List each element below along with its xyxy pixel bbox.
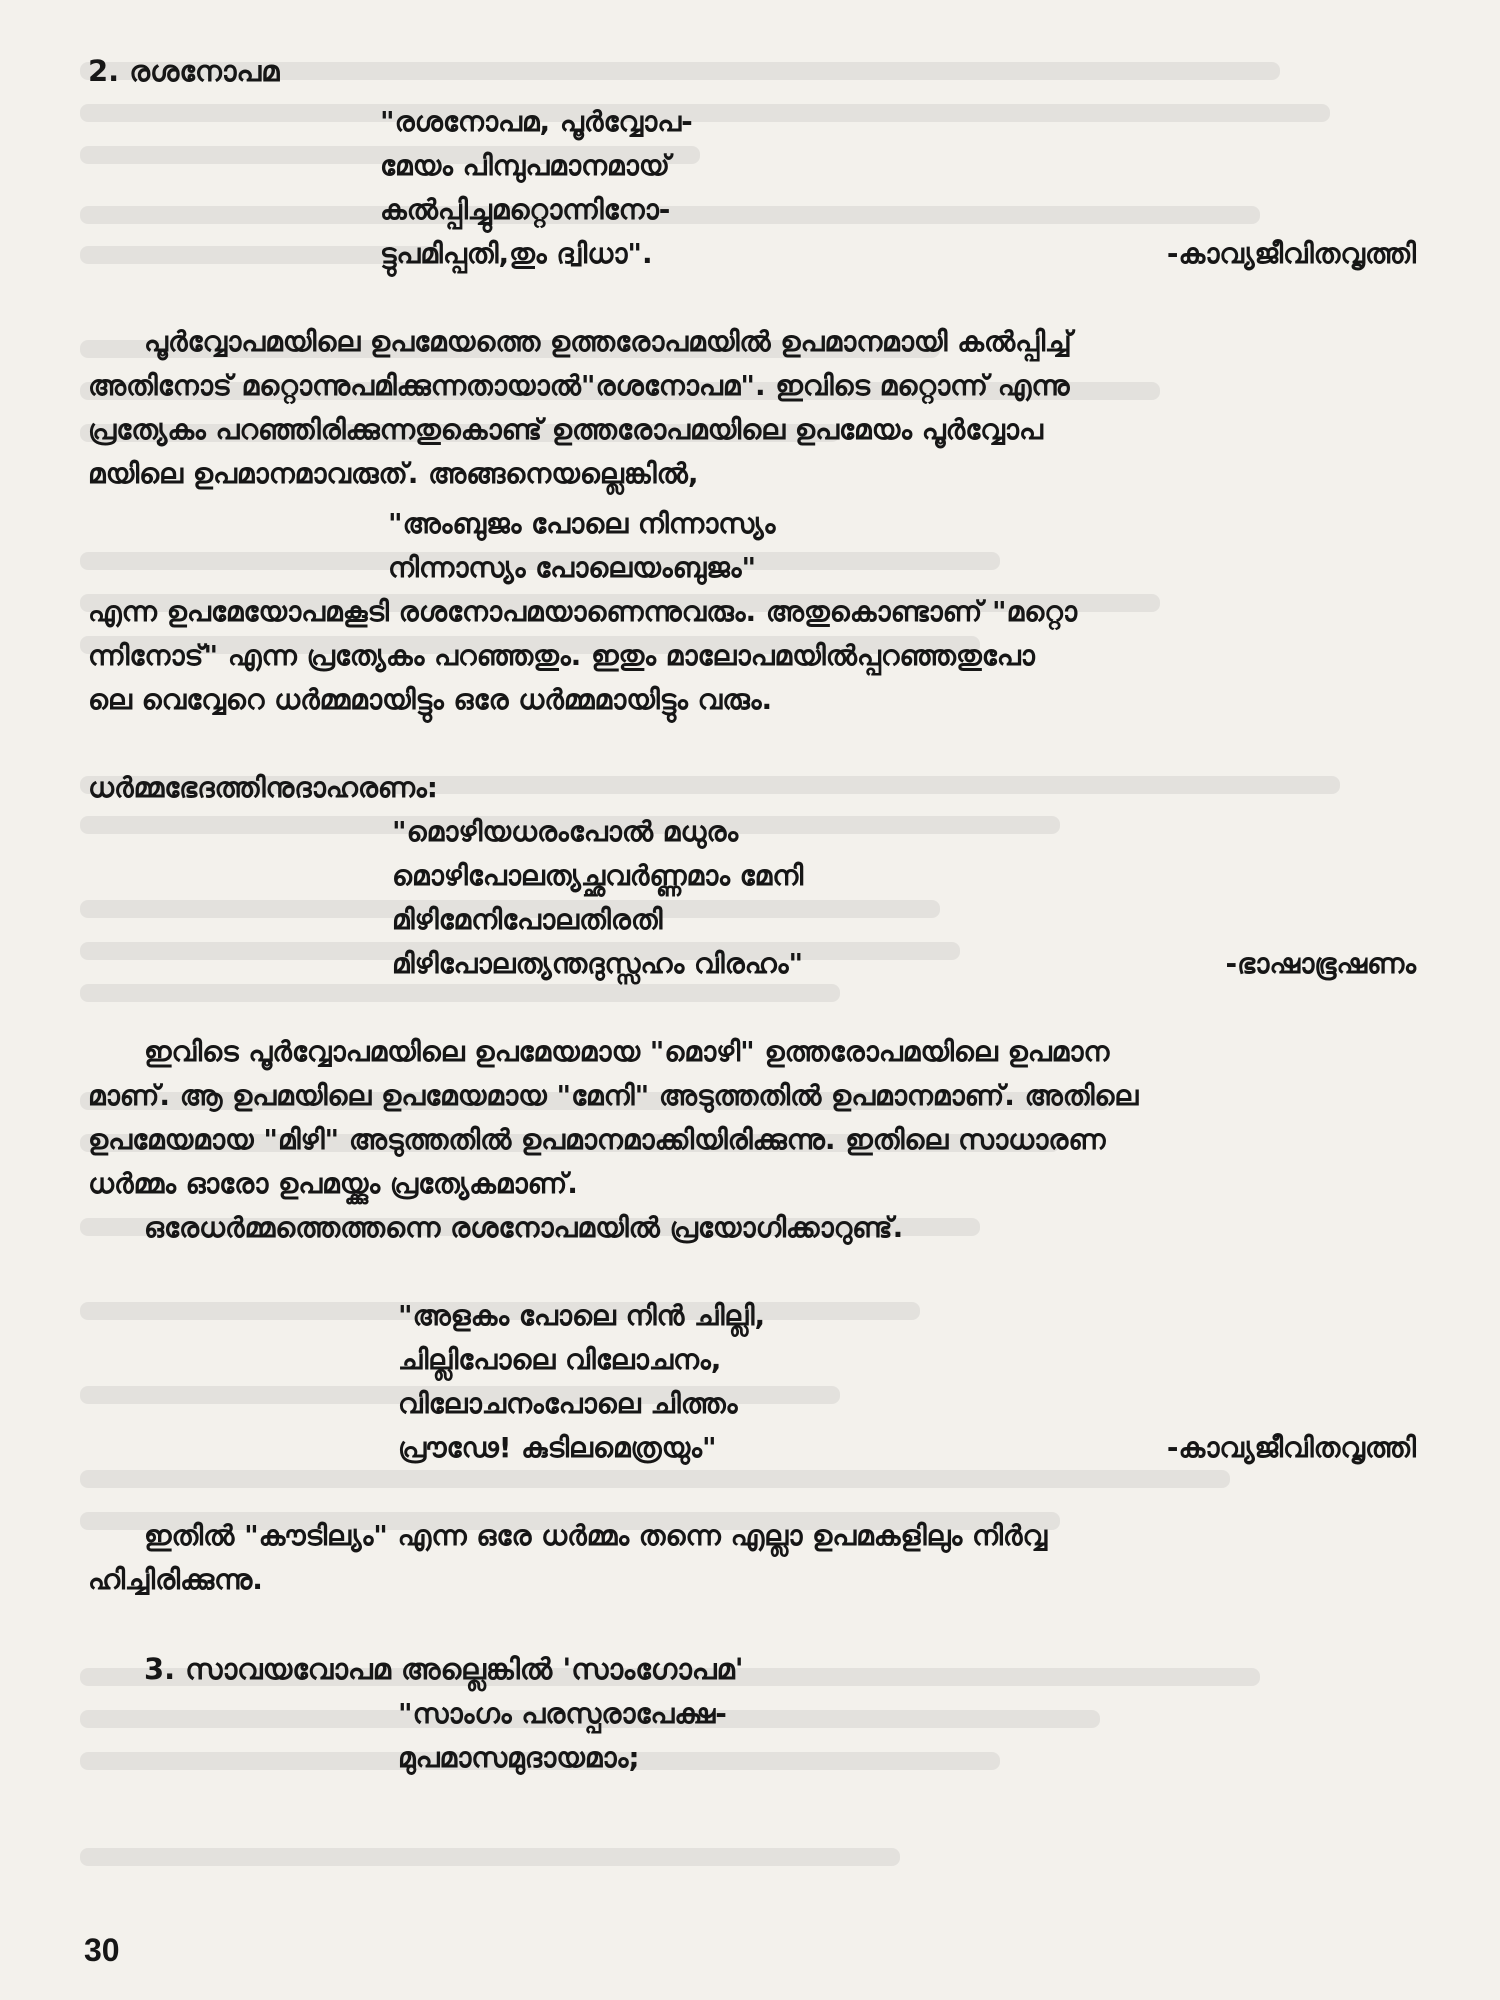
verse-line: വിലോചനംപോലെ ചിത്തം — [398, 1387, 738, 1420]
paragraph-4: ഒരേധർമ്മത്തെത്തന്നെ രശനോപമയിൽ പ്രയോഗിക്കാറുണ്ട്. — [144, 1211, 904, 1244]
verse-line: മേയം പിമ്പുപമാനമായ് — [380, 149, 670, 182]
paragraph-line: അതിനോട് മറ്റൊന്നുപമിക്കുന്നതായാൽ"രശനോപമ". ഇവിടെ മറ്റൊന്ന് എന്നു — [88, 369, 1070, 402]
paragraph-line: ഇതിൽ "കൗടില്യം" എന്ന ഒരേ ധർമ്മം തന്നെ എല്ലാ ഉപമകളിലും നിർവ്വ — [144, 1519, 1048, 1552]
paragraph-1 — [88, 320, 1448, 496]
verse-attribution: -ഭാഷാഭൂഷണം — [1225, 947, 1416, 980]
paragraph-3 — [88, 1030, 1448, 1206]
paragraph-line: ന്നിനോട്" എന്ന പ്രത്യേകം പറഞ്ഞതും. ഇതും മാലോപമയിൽപ്പറഞ്ഞതുപോ — [88, 639, 1035, 672]
verse-line: "അംബുജം പോലെ നിന്നാസ്യം — [388, 507, 776, 540]
verse-line: മൊഴിപോലത്യച്ഛവർണ്ണമാം മേനി — [392, 859, 804, 892]
spacer — [88, 986, 1448, 1030]
verse-line: "മൊഴിയധരംപോൽ മധുരം — [392, 815, 739, 848]
page-number: 30 — [84, 1932, 120, 1968]
verse-line: "സാംഗം പരസ്പരാപേക്ഷ- — [398, 1697, 727, 1730]
page-content — [88, 48, 1448, 1780]
verse-line: നിന്നാസ്യം പോലെയംബുജം" — [388, 551, 757, 584]
paragraph-line: മാണ്. ആ ഉപമയിലെ ഉപമേയമായ "മേനി" അടുത്തതിൽ ഉപമാനമാണ്. അതിലെ — [88, 1079, 1139, 1112]
verse-line: പ്രൗഢേ! കുടിലമെത്രയും" — [398, 1431, 717, 1464]
dharma-bheda-label: ധർമ്മഭേദത്തിനുദാഹരണം: — [88, 771, 438, 804]
verse-attribution: -കാവ്യജീവിതവൃത്തി — [1166, 237, 1416, 270]
paragraph-line: മയിലെ ഉപമാനമാവരുത്. അങ്ങനെയല്ലെങ്കിൽ, — [88, 457, 699, 490]
verse-line: മുപമാസമുദായമാം; — [398, 1741, 640, 1774]
verse-line: മിഴിപോലത്യന്തദുസ്സഹം വിരഹം" — [392, 947, 804, 980]
verse-line: ട്ടുപമിപ്പതി,തും ദ്വിധാ". — [380, 237, 653, 270]
section-2-verse-3-block — [88, 1294, 1448, 1470]
paragraph-line: ഉപമേയമായ "മിഴി" അടുത്തതിൽ ഉപമാനമാക്കിയിരിക്കുന്നു. ഇതിലെ സാധാരണ — [88, 1123, 1106, 1156]
spacer — [88, 1250, 1448, 1294]
verse-line: കൽപ്പിച്ചുമറ്റൊന്നിനോ- — [380, 193, 671, 226]
verse-attribution: -കാവ്യജീവിതവൃത്തി — [1166, 1431, 1416, 1464]
paragraph-line: ധർമ്മം ഓരോ ഉപമയ്ക്കും പ്രത്യേകമാണ്. — [88, 1167, 578, 1200]
verse-line: ചില്ലിപോലെ വിലോചനം, — [398, 1343, 722, 1376]
spacer — [88, 1602, 1448, 1646]
paragraph-2 — [88, 590, 1448, 722]
paragraph-line: ഇവിടെ പൂർവ്വോപമയിലെ ഉപമേയമായ "മൊഴി" ഉത്തരോപമയിലെ ഉപമാന — [144, 1035, 1110, 1068]
paragraph-line: പൂർവ്വോപമയിലെ ഉപമേയത്തെ ഉത്തരോപമയിൽ ഉപമാനമായി കൽപ്പിച്ച് — [144, 325, 1072, 358]
paragraph-line: ലെ വെവ്വേറെ ധർമ്മമായിട്ടും ഒരേ ധർമ്മമായിട്ടും വരും. — [88, 683, 773, 716]
paragraph-5 — [88, 1514, 1448, 1602]
spacer — [88, 276, 1448, 320]
example-verse-block — [88, 502, 1448, 590]
section-2-heading: 2. രശനോപമ — [88, 54, 280, 88]
verse-line: "രശനോപമ, പൂർവ്വോപ- — [380, 105, 693, 138]
spacer — [88, 722, 1448, 766]
spacer — [88, 1470, 1448, 1514]
paragraph-line: പ്രത്യേകം പറഞ്ഞിരിക്കുന്നതുകൊണ്ട് ഉത്തരോപമയിലെ ഉപമേയം പൂർവ്വോപ — [88, 413, 1043, 446]
paragraph-line: ഹിച്ചിരിക്കുന്നു. — [88, 1563, 263, 1596]
verse-line: "അളകം പോലെ നിൻ ചില്ലി, — [398, 1299, 766, 1332]
section-3-verse-block — [88, 1692, 1448, 1780]
section-3-heading: 3. സാവയവോപമ അല്ലെങ്കിൽ 'സാംഗോപമ' — [144, 1652, 744, 1686]
paragraph-line: എന്ന ഉപമേയോപമകൂടി രശനോപമയാണെന്നുവരും. അതുകൊണ്ടാണ് "മറ്റൊ — [88, 595, 1078, 628]
verse-line: മിഴിമേനിപോലതിരതി — [392, 903, 663, 936]
section-2-verse-block — [88, 100, 1448, 276]
section-2-verse-2-block — [88, 810, 1448, 986]
